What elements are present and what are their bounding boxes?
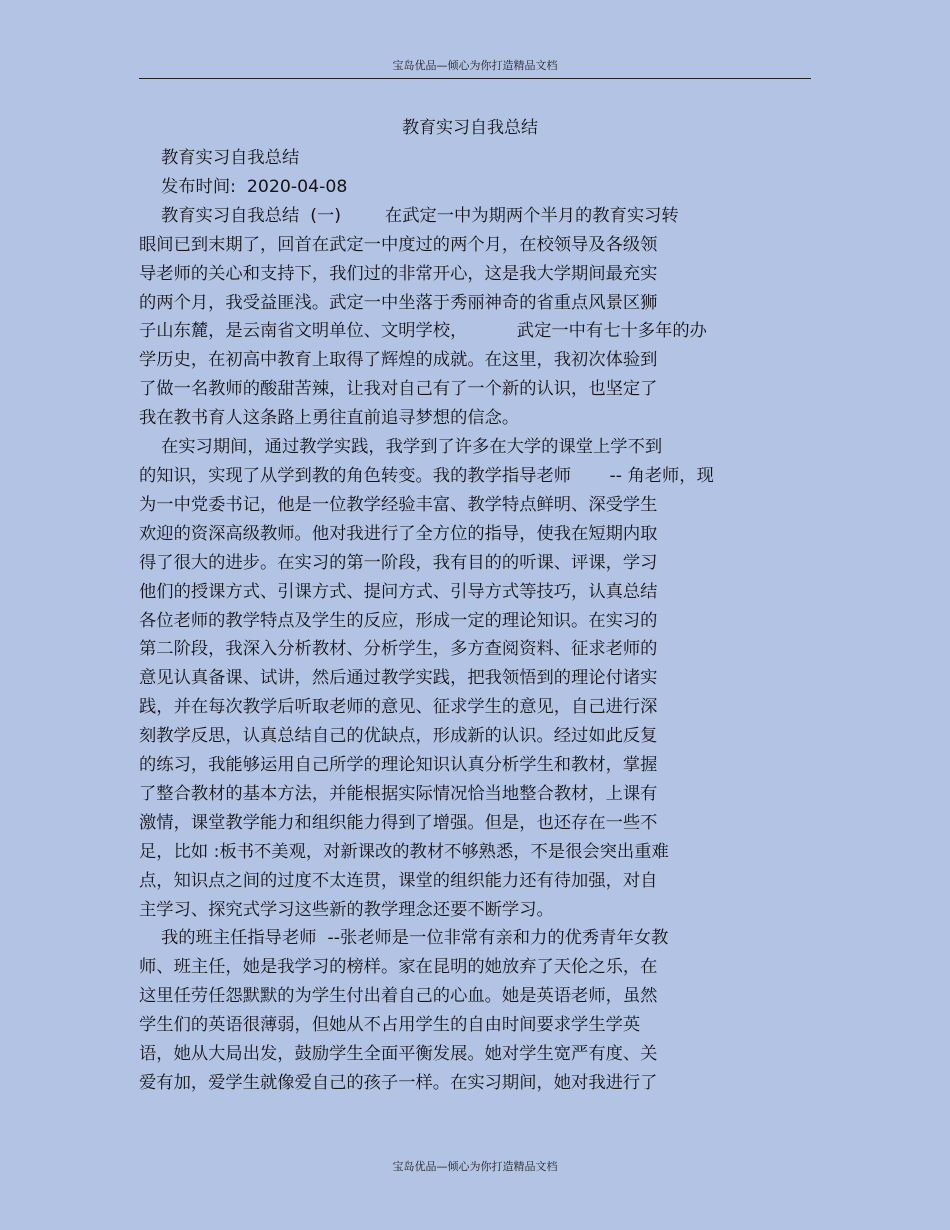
text-line: 导老师的关心和支持下，我们过的非常开心，这是我大学期间最充实 [139,263,658,284]
header-divider [139,78,811,79]
text-line: 的知识，实现了从学到教的角色转变。我的教学指导老师 -- 角老师，现 [139,465,714,486]
text-line: 师、班主任，她是我学习的榜样。家在昆明的她放弃了天伦之乐，在 [139,957,658,978]
text-line: 刻教学反思，认真总结自己的优缺点，形成新的认识。经过如此反复 [139,726,658,747]
document-body [139,144,819,1098]
text-line: 语，她从大局出发，鼓励学生全面平衡发展。她对学生宽严有度、关 [139,1044,658,1065]
text-line: 眼间已到末期了，回首在武定一中度过的两个月，在校领导及各级领 [139,234,658,255]
text-line: 的两个月，我受益匪浅。武定一中坐落于秀丽神奇的省重点风景区狮 [139,292,658,313]
text-line: 爱有加，爱学生就像爱自己的孩子一样。在实习期间，她对我进行了 [139,1073,658,1093]
text-line: 学生们的英语很薄弱，但她从不占用学生的自由时间要求学生学英 [139,1015,641,1036]
text-line: 主学习、探究式学习这些新的教学理念还要不断学习。 [139,899,554,920]
text-line: 子山东麓，是云南省文明单位、文明学校， 武定一中有七十多年的办 [139,321,707,342]
text-line: 点，知识点之间的过度不太连贯，课堂的组织能力还有待加强，对自 [139,870,658,891]
text-line: 他们的授课方式、引课方式、提问方式、引导方式等技巧，认真总结 [139,581,658,602]
text-line: 了做一名教师的酸甜苦辣，让我对自己有了一个新的认识，也坚定了 [139,379,658,400]
text-line: 得了很大的进步。在实习的第一阶段，我有目的的听课、评课，学习 [139,552,658,573]
text-line: 我在教书育人这条路上勇往直前追寻梦想的信念。 [139,408,520,429]
text-line: 欢迎的资深高级教师。他对我进行了全方位的指导，使我在短期内取 [139,523,658,544]
text-line: 的练习，我能够运用自己所学的理论知识认真分析学生和教材，掌握 [139,755,658,776]
text-line: 我的班主任指导老师 --张老师是一位非常有亲和力的优秀青年女教 [139,928,669,949]
text-line: 为一中党委书记，他是一位教学经验丰富、教学特点鲜明、深受学生 [139,494,658,515]
page-footer: 宝岛优品—倾心为你打造精品文档 [392,1160,558,1173]
text-line: 各位老师的教学特点及学生的反应，形成一定的理论知识。在实习的 [139,610,658,631]
text-line: 学历史，在初高中教育上取得了辉煌的成就。在这里，我初次体验到 [139,350,658,371]
text-line: 践，并在每次教学后听取老师的意见、征求学生的意见，自己进行深 [139,697,658,718]
text-line: 这里任劳任怨默默的为学生付出着自己的心血。她是英语老师，虽然 [139,986,658,1007]
document-title: 教育实习自我总结 [402,118,538,138]
text-line: 了整合教材的基本方法，并能根据实际情况恰当地整合教材，上课有 [139,783,658,804]
text-line: 意见认真备课、试讲，然后通过教学实践，把我领悟到的理论付诸实 [139,668,658,689]
page-header: 宝岛优品—倾心为你打造精品文档 [392,59,558,72]
text-line: 教育实习自我总结 (一) 在武定一中为期两个半月的教育实习转 [139,205,679,226]
text-line: 激情，课堂教学能力和组织能力得到了增强。但是，也还存在一些不 [139,812,658,833]
text-line: 足，比如 :板书不美观，对新课改的教材不够熟悉，不是很会突出重难 [139,841,669,862]
text-line: 在实习期间，通过教学实践，我学到了许多在大学的课堂上学不到 [139,437,663,458]
text-line: 发布时间: 2020-04-08 [139,176,348,197]
text-line: 教育实习自我总结 [139,148,300,168]
text-line: 第二阶段，我深入分析教材、分析学生，多方查阅资料、征求老师的 [139,639,658,660]
